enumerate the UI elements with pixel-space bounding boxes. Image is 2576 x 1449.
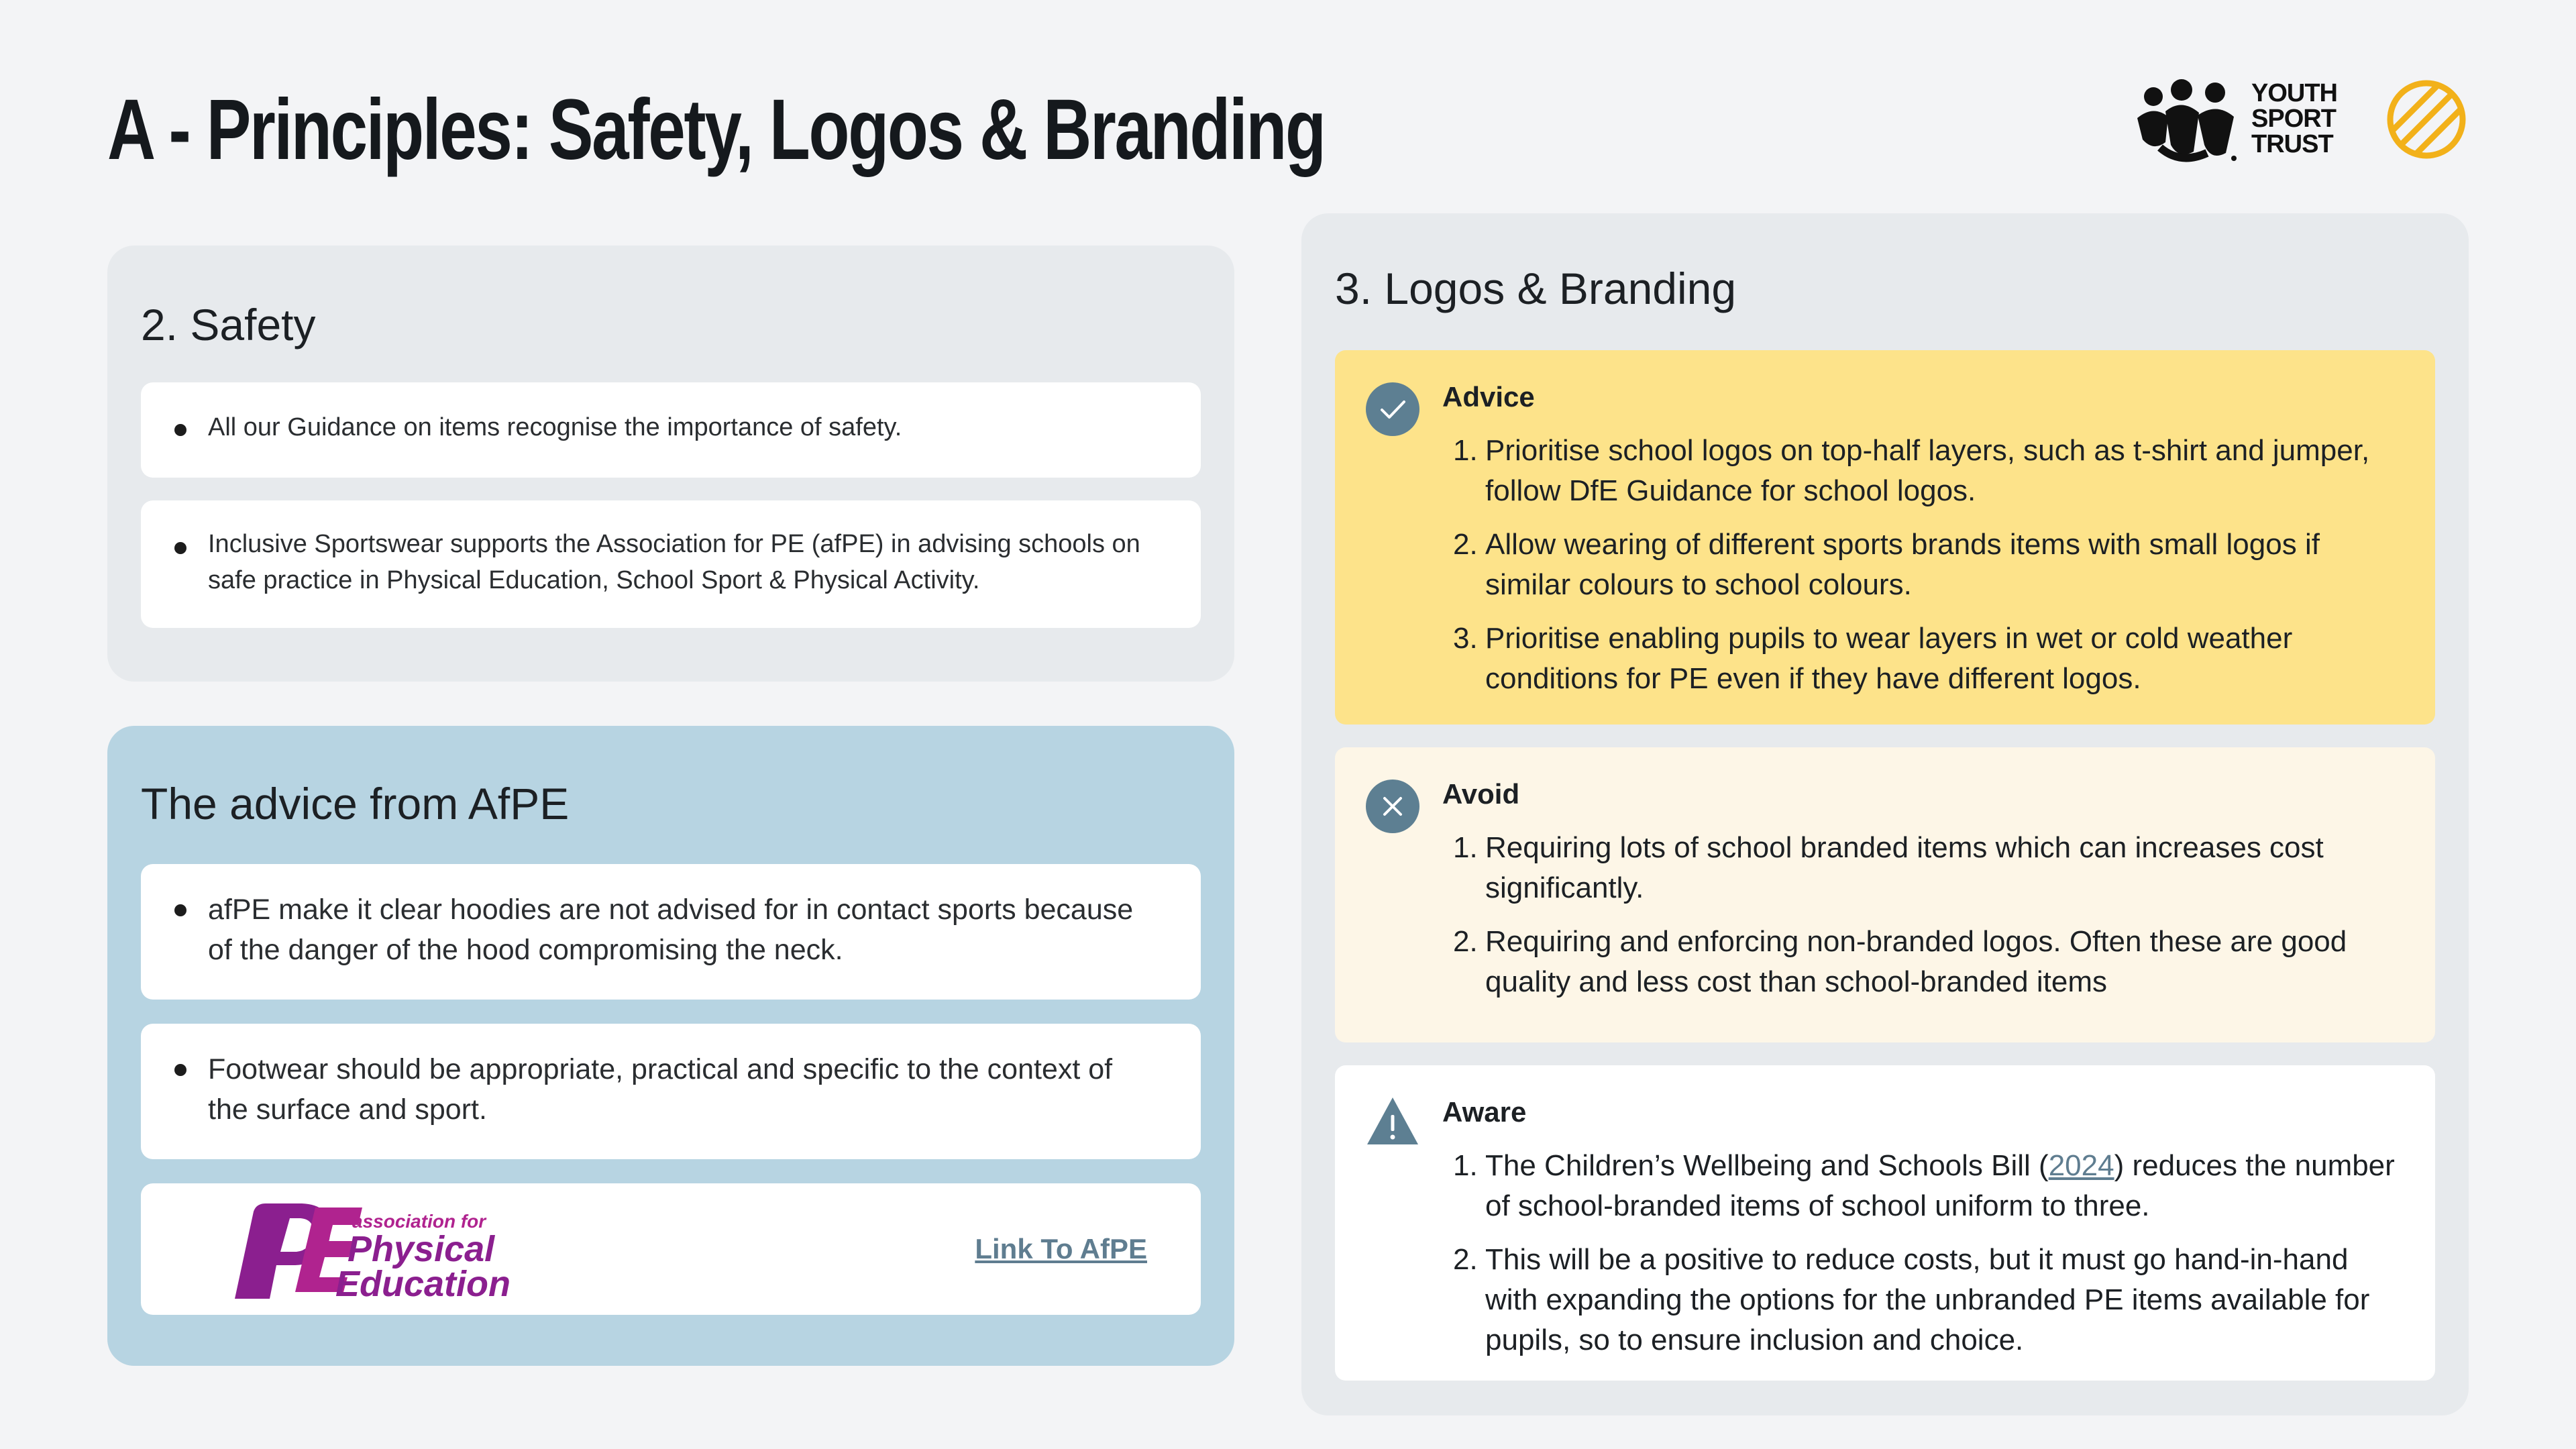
yst-logo-word-2: SPORT xyxy=(2251,105,2336,133)
afpe-item xyxy=(141,864,1201,1000)
list-number: 1. xyxy=(1453,434,1478,467)
list-number: 2. xyxy=(1453,528,1478,561)
afpe-logo-line-1: association for xyxy=(352,1211,486,1232)
avoid-title: Avoid xyxy=(1442,778,1520,810)
safety-item xyxy=(141,500,1201,628)
advice-item-text: Prioritise enabling pupils to wear layers in wet or cold weather conditions for PE even if they have different logos. xyxy=(1485,622,2293,695)
list-number: 3. xyxy=(1453,622,1478,655)
bill-2024-link[interactable]: 2024 xyxy=(2048,1149,2114,1182)
safety-item-text: Inclusive Sportswear supports the Association for PE (afPE) in advising schools on safe practice in Physical Education, School Sport & Physical Activity. xyxy=(208,530,1140,594)
yst-logo-word-1: YOUTH xyxy=(2251,79,2337,107)
aware-list xyxy=(1453,1146,2408,1374)
safety-panel xyxy=(107,246,1234,682)
advice-item-text: Prioritise school logos on top-half layers, such as t-shirt and jumper, follow DfE Guidance for school logos. xyxy=(1485,434,2370,507)
aware-item-text: This will be a positive to reduce costs, but it must go hand-in-hand with expanding the options for the unbranded PE items available for pupils, so to ensure inclusion and choice. xyxy=(1485,1243,2370,1356)
yst-logo-word-3: TRUST xyxy=(2251,130,2333,158)
list-item xyxy=(1453,619,2408,699)
afpe-item xyxy=(141,1024,1201,1159)
avoid-box xyxy=(1335,747,2435,1042)
safety-item-text: All our Guidance on items recognise the importance of safety. xyxy=(208,413,902,441)
avoid-list xyxy=(1453,828,2408,1016)
bullet-icon xyxy=(174,424,186,436)
logos-branding-panel xyxy=(1301,213,2469,1415)
avoid-item-text: Requiring and enforcing non-branded logos. Often these are good quality and less cost than school-branded items xyxy=(1485,925,2347,998)
list-item xyxy=(1453,1240,2408,1360)
list-number: 2. xyxy=(1453,1243,1478,1276)
bullet-icon xyxy=(174,1064,186,1076)
list-number: 2. xyxy=(1453,925,1478,958)
advice-item-text: Allow wearing of different sports brands items with small logos if similar colours to school colours. xyxy=(1485,528,2320,601)
afpe-logo xyxy=(215,1198,537,1305)
list-number: 1. xyxy=(1453,831,1478,864)
list-item xyxy=(1453,922,2408,1002)
list-item xyxy=(1453,431,2408,511)
list-item xyxy=(1453,1146,2408,1226)
warning-triangle-icon xyxy=(1366,1095,1419,1148)
bullet-icon xyxy=(174,904,186,916)
afpe-item-text: afPE make it clear hoodies are not advised for in contact sports because of the danger of the hood compromising the neck. xyxy=(208,894,1134,966)
afpe-heading: The advice from AfPE xyxy=(141,779,570,828)
logos-branding-heading: 3. Logos & Branding xyxy=(1335,264,1737,313)
aware-item-text: The Children’s Wellbeing and Schools Bill ( xyxy=(1485,1149,2049,1182)
x-circle-icon xyxy=(1366,780,1419,833)
afpe-logo-card xyxy=(141,1183,1201,1315)
people-figures-icon xyxy=(2133,78,2247,165)
advice-title: Advice xyxy=(1442,381,1535,413)
advice-list xyxy=(1453,431,2408,712)
page-title: A - Principles: Safety, Logos & Branding xyxy=(107,82,1325,178)
striped-circle-icon xyxy=(2385,78,2468,161)
avoid-item-text: Requiring lots of school branded items which can increases cost significantly. xyxy=(1485,831,2324,904)
safety-heading: 2. Safety xyxy=(141,300,316,350)
afpe-item-text: Footwear should be appropriate, practical and specific to the context of the surface and sport. xyxy=(208,1053,1113,1126)
advice-box xyxy=(1335,350,2435,724)
safety-item xyxy=(141,382,1201,478)
list-item xyxy=(1453,828,2408,908)
list-number: 1. xyxy=(1453,1149,1478,1182)
link-to-afpe[interactable]: Link To AfPE xyxy=(975,1233,1147,1265)
check-circle-icon xyxy=(1366,382,1419,436)
youth-sport-trust-logo xyxy=(2133,78,2341,165)
afpe-logo-line-3: Education xyxy=(335,1264,511,1304)
bullet-icon xyxy=(174,542,186,554)
aware-title: Aware xyxy=(1442,1096,1527,1128)
aware-box xyxy=(1335,1065,2435,1381)
aware-item-text: ) reduces the number of school-branded items of school uniform to three. xyxy=(1485,1149,2395,1222)
afpe-panel xyxy=(107,726,1234,1366)
afpe-logo-line-2: Physical xyxy=(347,1229,495,1269)
list-item xyxy=(1453,525,2408,605)
